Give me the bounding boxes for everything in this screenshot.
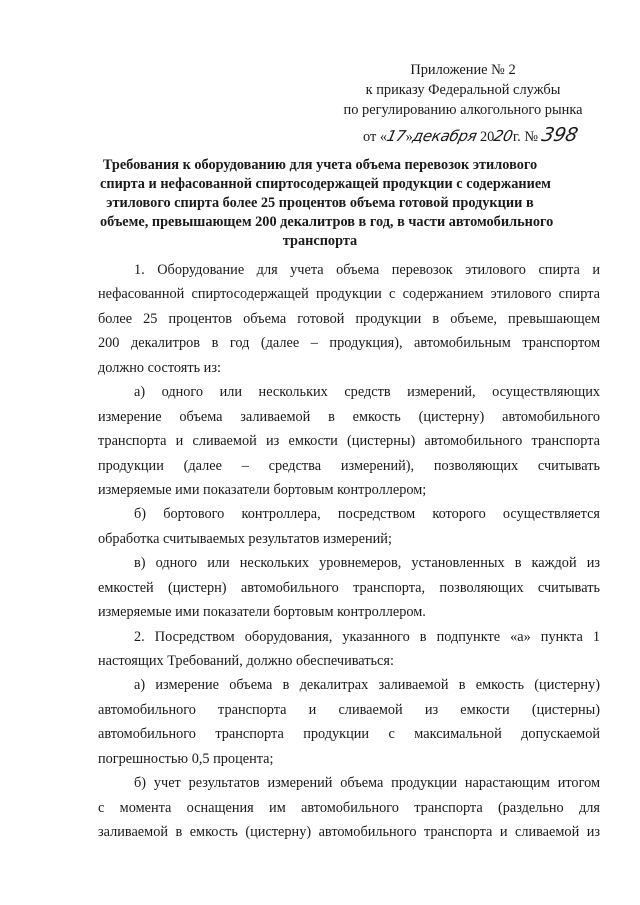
body-line: продукции (далее – средства измерений), позволяющих считывать: [98, 457, 600, 474]
order-prefix: от «: [363, 129, 388, 145]
title-line: транспорта: [282, 233, 358, 249]
body-line: заливаемой в емкость (цистерну) автомобильного транспорта и сливаемой из: [98, 824, 600, 841]
body-line: б) учет результатов измерений объема продукции нарастающим итогом: [134, 775, 600, 792]
order-date-number: [363, 124, 580, 146]
body-line: 2. Посредством оборудования, указанного в подпункте «а» пункта 1: [134, 628, 600, 645]
title-line: Требования к оборудованию для учета объема перевозок этилового: [102, 157, 538, 173]
body-line: в) одного или нескольких уровнемеров, установленных в каждой из: [134, 555, 600, 572]
body-line: транспорта и сливаемой из емкости (цистерны) автомобильного транспорта: [98, 433, 600, 450]
body-line: емкостей (цистерн) автомобильного транспорта, позволяющих считывать: [98, 579, 600, 596]
appendix-line-1: Приложение № 2: [410, 62, 516, 78]
appendix-line-3: по регулированию алкогольного рынка: [343, 102, 583, 118]
body-line: автомобильного транспорта продукции с максимальной допускаемой: [98, 726, 600, 743]
body-line: настоящих Требований, должно обеспечиваться:: [98, 653, 394, 669]
title-line: объеме, превышающем 200 декалитров в год, в части автомобильного: [100, 214, 554, 230]
body-line: должно состоять из:: [98, 359, 221, 376]
document-body: [98, 258, 600, 845]
body-line: 1. Оборудование для учета объема перевозок этилового спирта и: [134, 262, 600, 278]
body-line: б) бортового контроллера, посредством которого осуществляется: [134, 506, 600, 523]
body-line: погрешностью 0,5 процента;: [98, 750, 274, 767]
title-line: этилового спирта более 25 процентов объема готовой продукции в: [106, 195, 534, 211]
body-line: с момента оснащения им автомобильного транспорта (раздельно для: [98, 799, 600, 816]
appendix-line-2: к приказу Федеральной службы: [365, 82, 561, 98]
appendix-header: [318, 60, 608, 120]
order-number-handwritten: 398: [539, 124, 580, 146]
body-line: измеряемые ими показатели бортовым контроллером.: [98, 604, 426, 621]
order-day-handwritten: 17: [385, 127, 408, 145]
order-quote-close: »: [405, 129, 413, 145]
body-line: автомобильного транспорта и сливаемой из емкости (цистерны): [98, 701, 600, 718]
order-year-handwritten: 20: [492, 127, 515, 145]
body-line: измеряемые ими показатели бортовым контроллером;: [98, 481, 427, 498]
body-line: более 25 процентов объема готовой продукции в объеме, превышающем: [98, 310, 600, 327]
body-line: нефасованной спиртосодержащей продукции с содержанием этилового спирта: [98, 286, 600, 303]
order-year-prefix: 20: [476, 129, 495, 145]
order-year-g: г. №: [512, 129, 542, 145]
body-line: обработка считываемых результатов измерений;: [98, 530, 392, 547]
body-line: а) одного или нескольких средств измерений, осуществляющих: [134, 384, 600, 401]
body-line: а) измерение объема в декалитрах заливаемой в емкость (цистерну): [134, 677, 600, 694]
order-month-handwritten: декабря: [410, 127, 479, 145]
document-title: [100, 156, 554, 251]
title-line: спирта и нефасованной спиртосодержащей продукции с содержанием: [100, 176, 551, 192]
body-line: измерение объема заливаемой в емкость (цистерну) автомобильного: [98, 408, 600, 425]
body-line: 200 декалитров в год (далее – продукция), автомобильным транспортом: [98, 335, 600, 352]
